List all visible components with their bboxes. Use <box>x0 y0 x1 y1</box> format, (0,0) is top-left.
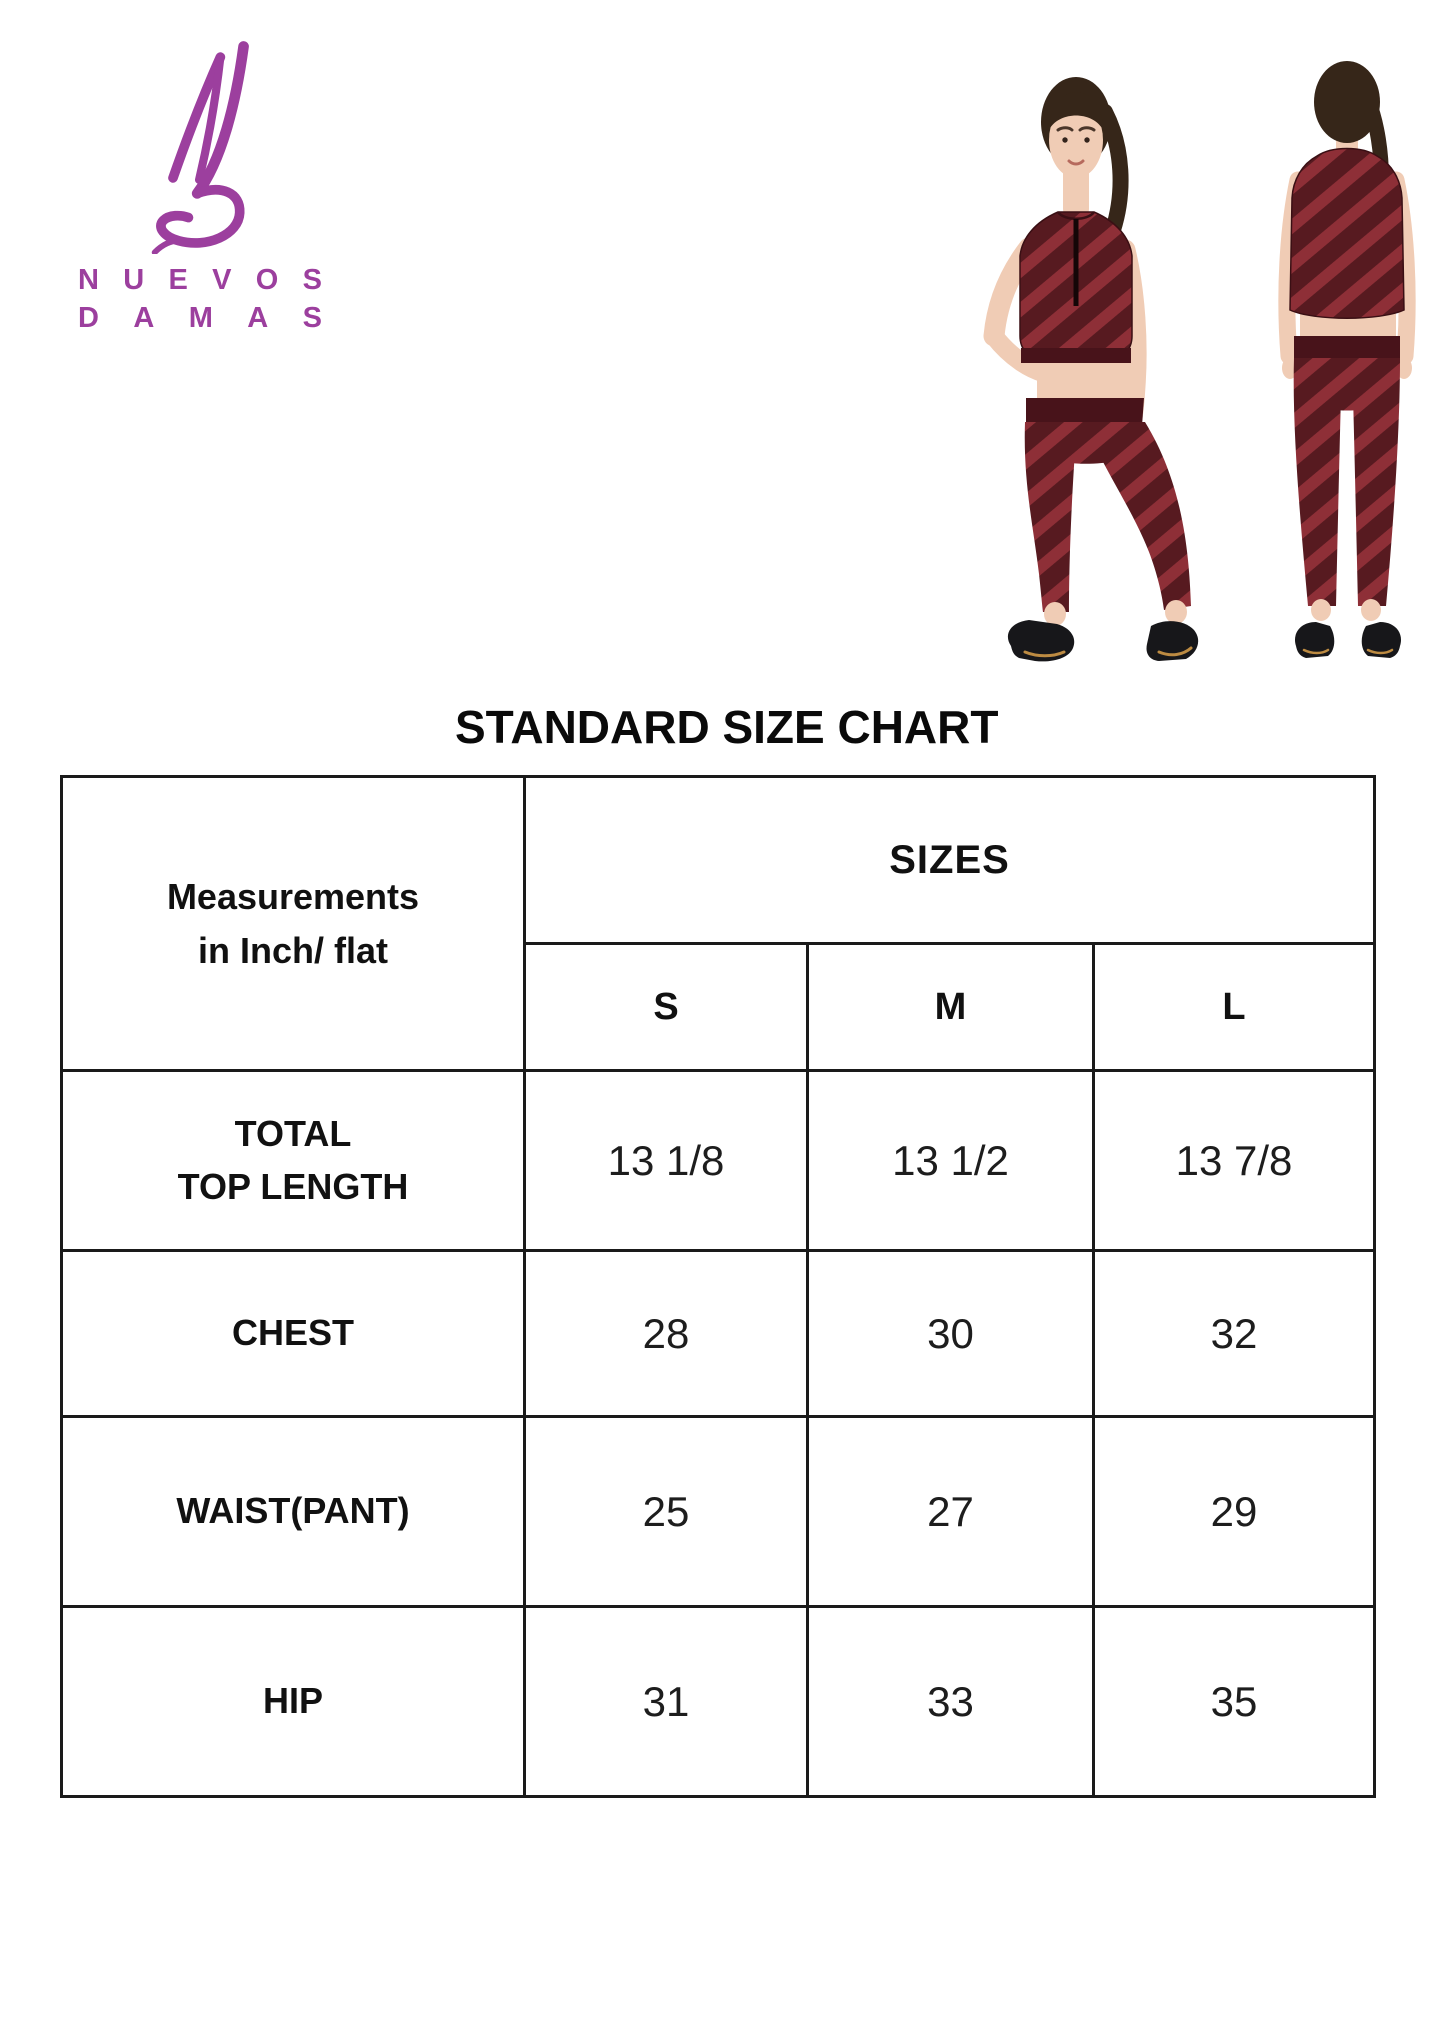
front-hips <box>1025 422 1144 464</box>
front-top-band <box>1021 348 1131 363</box>
size-value: 35 <box>1094 1607 1375 1797</box>
brand-letter: A <box>247 302 269 334</box>
size-value: 27 <box>808 1417 1094 1607</box>
size-value: 32 <box>1094 1251 1375 1417</box>
front-ponytail <box>1105 112 1121 230</box>
brand-monogram-ns-icon <box>144 40 260 254</box>
brand-logo <box>78 40 324 335</box>
size-value: 30 <box>808 1251 1094 1417</box>
label-line: TOP LENGTH <box>177 1165 409 1207</box>
sizes-header: SIZES <box>525 777 1375 944</box>
brand-letter: U <box>123 264 145 296</box>
size-column-header-s: S <box>525 944 808 1071</box>
monogram-s-tail <box>155 241 179 253</box>
back-crop-top <box>1290 149 1404 319</box>
label-line: HIP <box>262 1680 323 1722</box>
size-value: 33 <box>808 1607 1094 1797</box>
back-leggings-waistband <box>1294 336 1400 360</box>
brand-letter: S <box>302 264 322 296</box>
measurement-row-label <box>62 1071 525 1251</box>
brand-letter: V <box>212 264 232 296</box>
size-value: 31 <box>525 1607 808 1797</box>
brand-letter: M <box>188 302 213 334</box>
product-photo-back-view <box>1262 48 1437 666</box>
size-value: 13 1/8 <box>525 1071 808 1251</box>
size-chart-table <box>60 775 1376 1798</box>
front-left-ankle <box>1044 602 1066 626</box>
size-column-header-l: L <box>1094 944 1375 1071</box>
brand-name-line1 <box>78 264 322 297</box>
back-right-ankle <box>1361 599 1381 621</box>
size-chart-table-container <box>60 775 1376 1798</box>
size-value: 13 7/8 <box>1094 1071 1375 1251</box>
label-line: WAIST(PANT) <box>176 1490 410 1532</box>
product-photo-front-view <box>945 52 1245 667</box>
measurements-header <box>62 777 525 1071</box>
measurement-row-label <box>62 1417 525 1607</box>
size-value: 25 <box>525 1417 808 1607</box>
front-left-hand-on-hip <box>1038 366 1064 386</box>
brand-letter: N <box>78 264 99 296</box>
size-value: 28 <box>525 1251 808 1417</box>
label-line: CHEST <box>231 1312 354 1354</box>
label-line: Measurements <box>166 875 420 917</box>
size-value: 29 <box>1094 1417 1375 1607</box>
brand-letter: S <box>302 302 322 334</box>
measurement-row-label <box>62 1251 525 1417</box>
monogram-s-bowl <box>161 190 240 243</box>
front-leggings-waistband <box>1026 398 1144 426</box>
brand-letter: A <box>133 302 155 334</box>
front-left-eye <box>1062 137 1067 142</box>
size-chart-title: STANDARD SIZE CHART <box>455 701 999 753</box>
front-right-ankle <box>1165 600 1187 624</box>
size-column-header-m: M <box>808 944 1094 1071</box>
front-right-eye <box>1084 137 1089 142</box>
back-left-ankle <box>1311 599 1331 621</box>
label-line: in Inch/ flat <box>197 929 388 971</box>
monogram-strokes <box>155 46 244 252</box>
back-hips <box>1294 358 1400 411</box>
measurement-row-label <box>62 1607 525 1797</box>
brand-name-line2 <box>78 302 322 335</box>
brand-letter: D <box>78 302 99 334</box>
label-line: TOTAL <box>234 1113 352 1155</box>
size-chart-table-body <box>62 777 1375 1797</box>
size-value: 13 1/2 <box>808 1071 1094 1251</box>
brand-letter: O <box>255 264 279 296</box>
brand-letter: E <box>168 264 188 296</box>
